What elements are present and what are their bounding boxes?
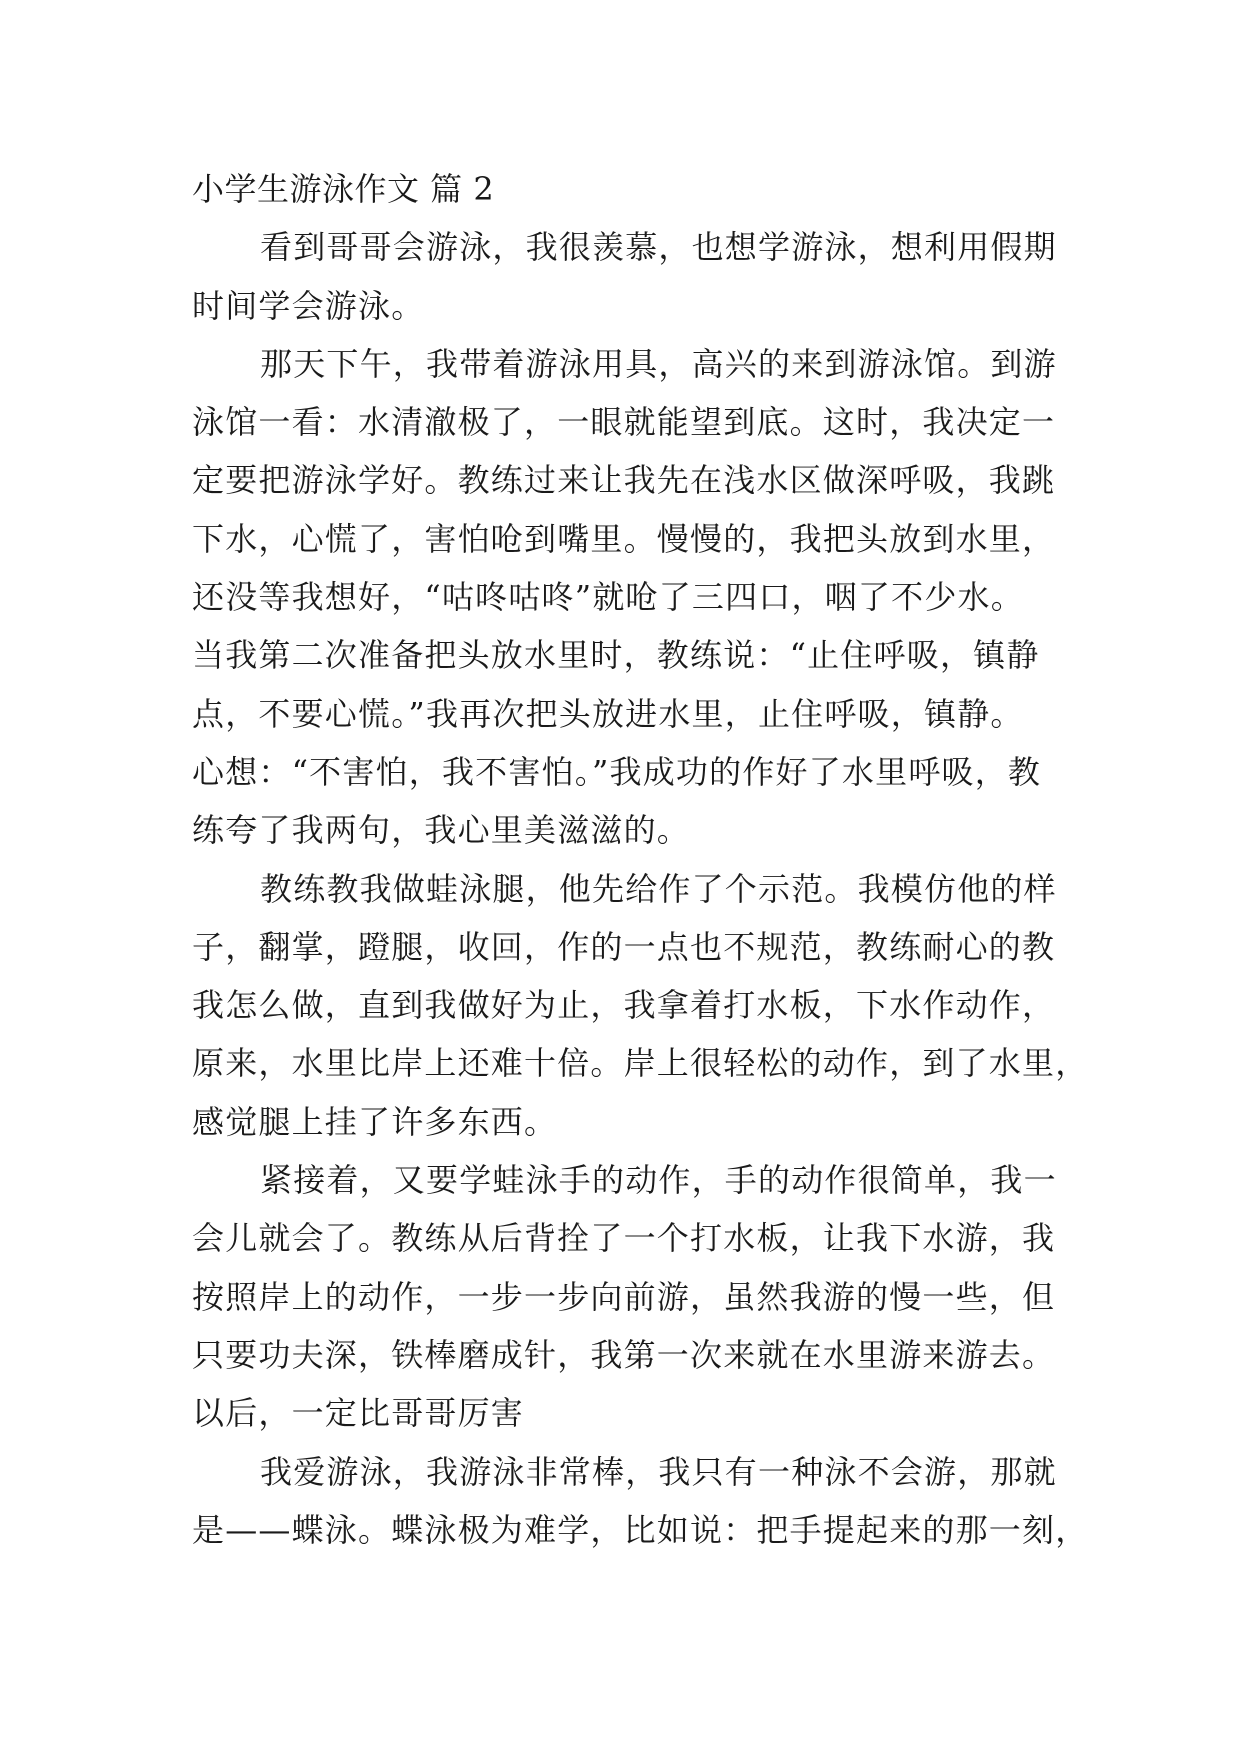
paragraph-2-line-2: 泳馆一看：水清澈极了，一眼就能望到底。这时，我决定一 [192, 403, 1056, 442]
paragraph-4-line-3: 按照岸上的动作，一步一步向前游，虽然我游的慢一些，但 [192, 1277, 1056, 1316]
paragraph-3-line-5: 感觉腿上挂了许多东西。 [192, 1102, 558, 1141]
paragraph-1-line-1: 看到哥哥会游泳，我很羡慕，也想学游泳，想利用假期 [260, 228, 1057, 267]
paragraph-5-line-2: 是——蝶泳。蝶泳极为难学，比如说：把手提起来的那一刻， [192, 1510, 1089, 1549]
paragraph-1-line-2: 时间学会游泳。 [192, 286, 425, 325]
paragraph-3-line-4: 原来，水里比岸上还难十倍。岸上很轻松的动作，到了水里， [192, 1044, 1089, 1083]
paragraph-2-line-8: 心想：“不害怕，我不害怕。”我成功的作好了水里呼吸，教 [192, 752, 1042, 791]
paragraph-4-line-4: 只要功夫深，铁棒磨成针，我第一次来就在水里游来游去。 [192, 1335, 1056, 1374]
essay-body [192, 160, 1089, 1559]
paragraph-2-line-1: 那天下午，我带着游泳用具，高兴的来到游泳馆。到游 [260, 344, 1057, 383]
paragraph-5-line-1: 我爱游泳，我游泳非常棒，我只有一种泳不会游，那就 [260, 1452, 1057, 1491]
paragraph-2-line-3: 定要把游泳学好。教练过来让我先在浅水区做深呼吸，我跳 [192, 461, 1056, 500]
paragraph-2-line-7: 点，不要心慌。”我再次把头放进水里，止住呼吸，镇静。 [192, 694, 1024, 733]
paragraph-2-line-9: 练夸了我两句，我心里美滋滋的。 [192, 811, 691, 850]
paragraph-3-line-2: 子，翻掌，蹬腿，收回，作的一点也不规范，教练耐心的教 [192, 927, 1056, 966]
paragraph-2-line-4: 下水，心慌了，害怕呛到嘴里。慢慢的，我把头放到水里， [192, 519, 1056, 558]
essay-title: 小学生游泳作文 篇 2 [192, 170, 495, 208]
paragraph-3-line-3: 我怎么做，直到我做好为止，我拿着打水板，下水作动作， [192, 986, 1056, 1025]
paragraph-3-line-1: 教练教我做蛙泳腿，他先给作了个示范。我模仿他的样 [260, 869, 1057, 908]
paragraph-2-line-5: 还没等我想好，“咕咚咕咚”就呛了三四口，咽了不少水。 [192, 578, 1024, 617]
paragraph-4-line-1: 紧接着，又要学蛙泳手的动作，手的动作很简单，我一 [260, 1161, 1057, 1200]
paragraph-4-line-2: 会儿就会了。教练从后背拴了一个打水板，让我下水游，我 [192, 1219, 1056, 1258]
paragraph-4-line-5: 以后，一定比哥哥厉害 [192, 1394, 525, 1433]
paragraph-2-line-6: 当我第二次准备把头放水里时，教练说：“止住呼吸，镇静 [192, 636, 1040, 675]
